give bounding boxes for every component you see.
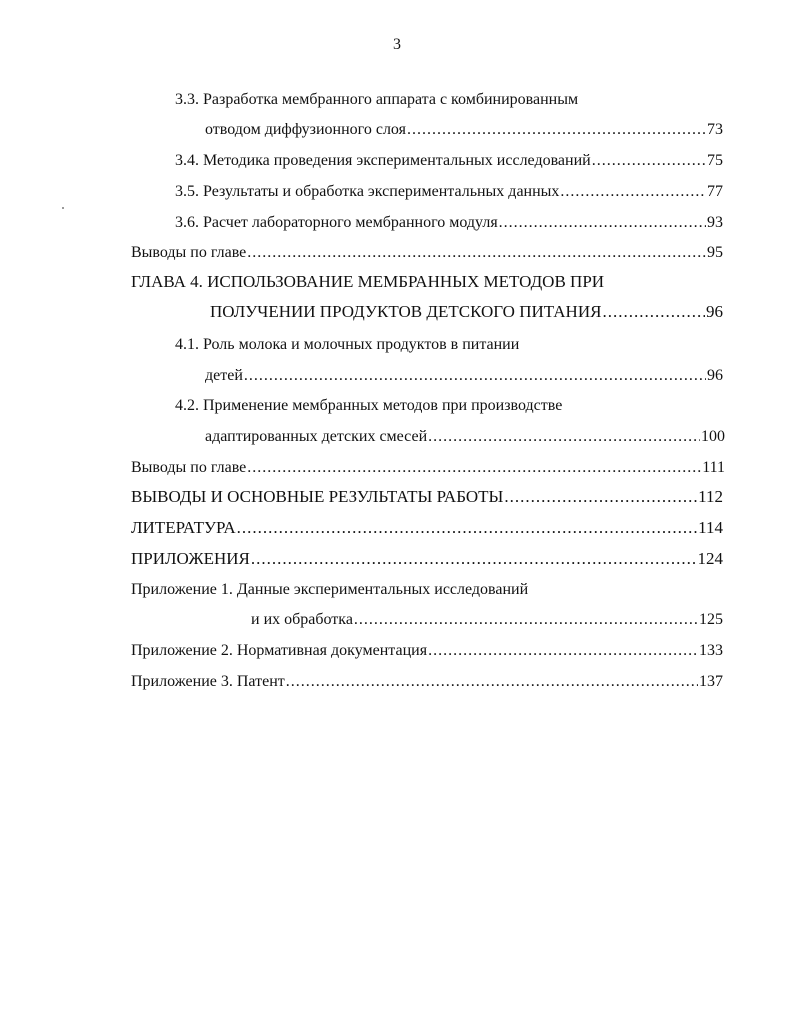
toc-page-number: 112 xyxy=(698,487,723,506)
dot-leader xyxy=(560,182,706,202)
toc-appendix1-title-line1 xyxy=(131,580,528,600)
dot-leader xyxy=(247,243,706,263)
toc-chapter4-conclusions-entry[interactable] xyxy=(131,458,725,478)
toc-4-2-entry[interactable] xyxy=(205,427,725,447)
toc-page-number: 124 xyxy=(697,549,723,568)
page-number: 3 xyxy=(393,36,401,53)
dot-leader xyxy=(247,458,701,478)
toc-4-1-entry[interactable] xyxy=(205,366,723,386)
dot-leader xyxy=(286,672,698,692)
toc-label: адаптированных детских смесей xyxy=(205,428,428,445)
toc-label: ПОЛУЧЕНИИ ПРОДУКТОВ ДЕТСКОГО ПИТАНИЯ xyxy=(210,302,602,321)
toc-page-number: 96 xyxy=(706,302,723,321)
dot-leader xyxy=(592,151,706,171)
toc-label: 4.2. Применение мембранных методов при производстве xyxy=(175,397,563,414)
toc-page-number: 73 xyxy=(707,121,723,138)
toc-label: детей xyxy=(205,367,243,384)
dot-leader xyxy=(602,302,705,322)
dot-leader xyxy=(407,120,706,140)
toc-3-6-entry[interactable] xyxy=(175,213,723,233)
toc-appendix2-entry[interactable] xyxy=(131,641,723,661)
dot-leader xyxy=(244,366,706,386)
dot-leader xyxy=(428,427,700,447)
toc-label: Приложение 2. Нормативная документация xyxy=(131,642,428,659)
toc-label: Выводы по главе xyxy=(131,244,247,261)
toc-appendix1-entry[interactable] xyxy=(251,610,723,630)
toc-label: отводом диффузионного слоя xyxy=(205,121,406,138)
toc-4-1-title-line1 xyxy=(175,335,519,355)
toc-literature-entry[interactable] xyxy=(131,518,723,538)
toc-page-number: 133 xyxy=(699,642,723,659)
toc-page-number: 95 xyxy=(707,244,723,261)
toc-results-entry[interactable] xyxy=(131,487,723,507)
toc-label: ВЫВОДЫ И ОСНОВНЫЕ РЕЗУЛЬТАТЫ РАБОТЫ xyxy=(131,487,504,506)
toc-page-number: 114 xyxy=(698,518,723,537)
toc-3-5-entry[interactable] xyxy=(175,182,723,202)
toc-appendix3-entry[interactable] xyxy=(131,672,723,692)
toc-label: и их обработка xyxy=(251,611,353,628)
toc-label: 3.6. Расчет лабораторного мембранного модуля xyxy=(175,214,498,231)
toc-page-number: 125 xyxy=(699,611,723,628)
toc-page-number: 93 xyxy=(707,214,723,231)
toc-page-number: 111 xyxy=(702,459,725,476)
dot-leader xyxy=(428,641,698,661)
toc-3-3-title-line1 xyxy=(175,90,578,110)
toc-label: ГЛАВА 4. ИСПОЛЬЗОВАНИЕ МЕМБРАННЫХ МЕТОДОВ ПРИ xyxy=(131,272,605,291)
toc-4-2-title-line1 xyxy=(175,396,562,416)
toc-label: 3.3. Разработка мембранного аппарата с комбинированным xyxy=(175,91,579,108)
toc-label: Приложение 1. Данные экспериментальных исследований xyxy=(131,581,529,598)
dot-leader xyxy=(251,549,697,569)
toc-label: 3.5. Результаты и обработка экспериментальных данных xyxy=(175,183,560,200)
dot-leader xyxy=(499,213,706,233)
toc-chapter4-title-line1 xyxy=(131,272,604,292)
toc-label: 3.4. Методика проведения экспериментальных исследований xyxy=(175,152,591,169)
toc-page-number: 75 xyxy=(707,152,723,169)
toc-chapter3-conclusions-entry[interactable] xyxy=(131,243,723,263)
toc-chapter4-entry[interactable] xyxy=(210,302,723,322)
toc-page-number: 100 xyxy=(701,428,725,445)
toc-3-4-entry[interactable] xyxy=(175,151,723,171)
toc-page-number: 96 xyxy=(707,367,723,384)
toc-label: Приложение 3. Патент xyxy=(131,673,285,690)
toc-label: Выводы по главе xyxy=(131,459,247,476)
dot-leader xyxy=(354,610,698,630)
toc-label: ПРИЛОЖЕНИЯ xyxy=(131,549,250,568)
toc-appendices-entry[interactable] xyxy=(131,549,723,569)
dot-leader xyxy=(504,487,697,507)
toc-label: 4.1. Роль молока и молочных продуктов в питании xyxy=(175,336,520,353)
toc-3-3-entry[interactable] xyxy=(205,120,723,140)
toc-page-number: 77 xyxy=(707,183,723,200)
toc-page-number: 137 xyxy=(699,673,723,690)
dot-leader xyxy=(237,518,698,538)
toc-label: ЛИТЕРАТУРА xyxy=(131,518,236,537)
